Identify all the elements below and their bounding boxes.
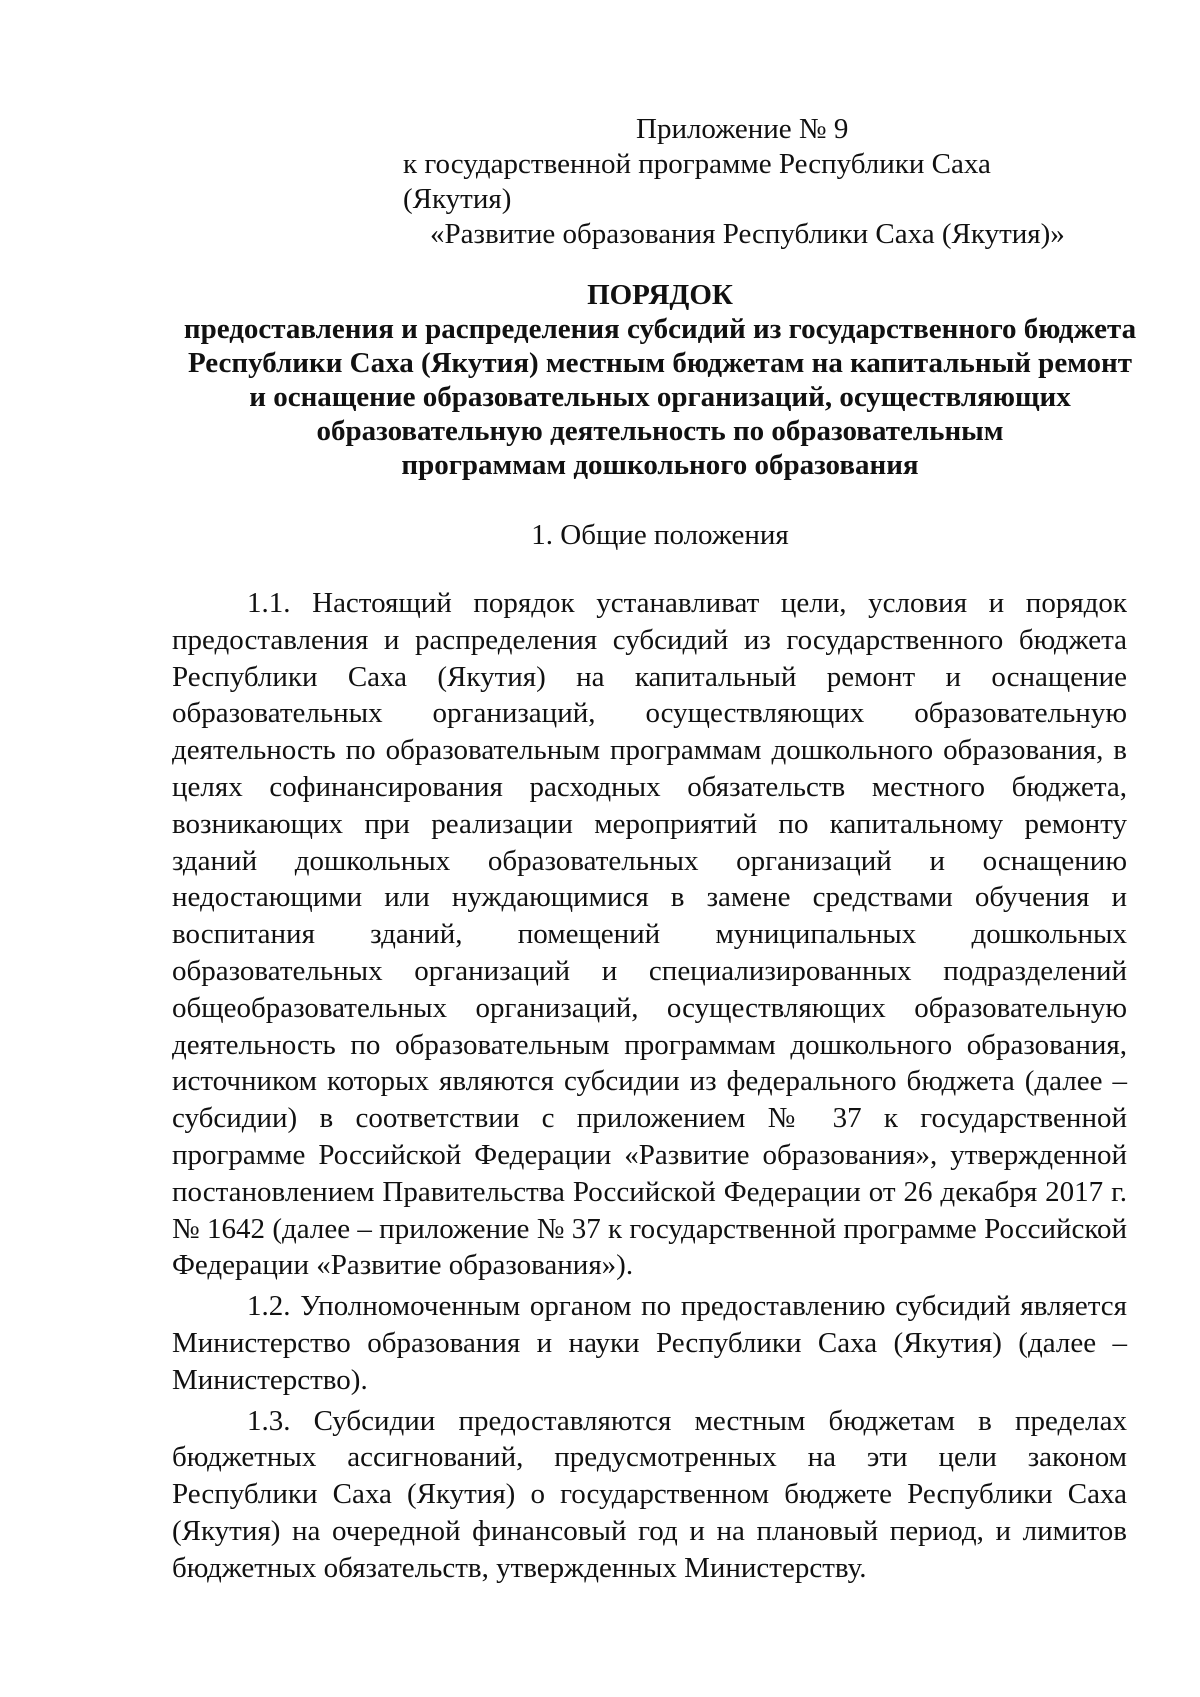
paragraph-1-2: 1.2. Уполномоченным органом по предоставлению субсидий является Министерство образования и науки Республики Саха (Якутия) (далее – Министерство). [172, 1290, 1127, 1396]
body-text [172, 585, 1127, 1587]
section-heading: 1. Общие положения [531, 519, 789, 551]
annex-number: Приложение № 9 [636, 113, 849, 145]
title-subline: программам дошкольного образования [401, 449, 919, 481]
title-subline: и оснащение образовательных организаций, осуществляющих [249, 381, 1071, 413]
title-main: ПОРЯДОК [587, 279, 733, 311]
annex-program-name: «Развитие образования Республики Саха (Якутия)» [430, 218, 1065, 250]
document-title [160, 278, 1160, 482]
annex-program-line: к государственной программе Республики Саха (Якутия) [403, 148, 991, 215]
annex-reference [380, 112, 1100, 252]
title-subline: образовательную деятельность по образовательным [316, 415, 1004, 447]
title-subline: предоставления и распределения субсидий из государственного бюджета [183, 313, 1137, 345]
title-subline: Республики Саха (Якутия) местным бюджетам на капитальный ремонт [187, 347, 1133, 379]
paragraph-1-3: 1.3. Субсидии предоставляются местным бюджетам в пределах бюджетных ассигнований, предусмотренных на эти цели законом Республики Саха (Якутия) о государственном бюджете Республики Саха (Якутия) на очередной финансовый год и на плановый период, и лимитов бюджетных обязательств, утвержденных Министерству. [172, 1404, 1127, 1584]
paragraph-1-1: 1.1. Настоящий порядок устанавливат цели, условия и порядок предоставления и распределения субсидий из государственного бюджета Республики Саха (Якутия) на капитальный ремонт и оснащение образовательных организаций, осуществляющих образовательную деятельность по образовательным программам дошкольного образования, в целях софинансирования расходных обязательств местного бюджета, возникающих при реализации мероприятий по капитальному ремонту зданий дошкольных образовательных организаций и оснащению недостающими или нуждающимися в замене средствами обучения и воспитания зданий, помещений муниципальных дошкольных образовательных организаций и специализированных подразделений общеобразовательных организаций, осуществляющих образовательную деятельность по образовательным программам дошкольного образования, источником которых являются субсидии из федерального бюджета (далее – субсидии) в соответствии с приложением № 37 к государственной программе Российской Федерации «Развитие образования», утвержденной постановлением Правительства Российской Федерации от 26 декабря 2017 г. № 1642 (далее – приложение № 37 к государственной программе Российской Федерации «Развитие образования»). [172, 587, 1127, 1282]
